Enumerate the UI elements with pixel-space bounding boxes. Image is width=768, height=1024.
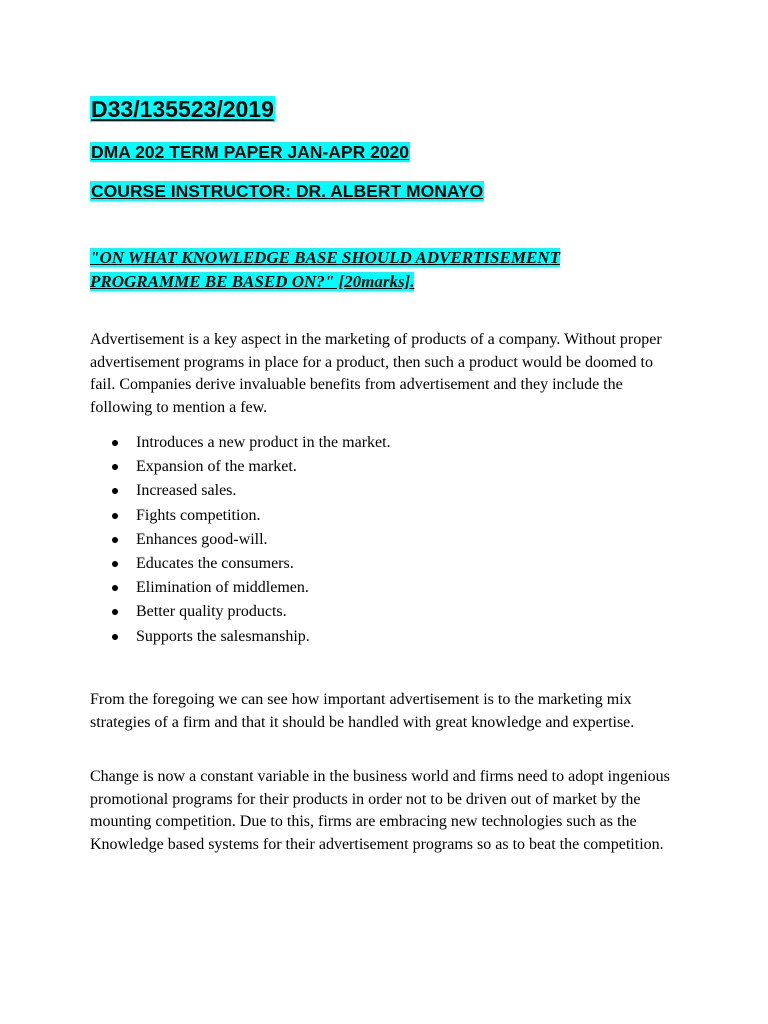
list-item-text: Enhances good-will. [136, 530, 268, 548]
bullet-icon [112, 488, 118, 494]
list-item-text: Increased sales. [136, 482, 237, 500]
list-item-text: Supports the salesmanship. [136, 627, 310, 645]
instructor-heading: COURSE INSTRUCTOR: DR. ALBERT MONAYO [91, 181, 484, 201]
bullet-icon [112, 440, 118, 446]
benefits-list [90, 431, 391, 649]
bullet-icon [112, 609, 118, 615]
list-item-text: Introduces a new product in the market. [136, 434, 391, 451]
list-item-text: Better quality products. [136, 603, 287, 621]
bullet-icon [112, 561, 118, 567]
instructor-underline-tail [453, 181, 463, 201]
list-item [90, 504, 391, 528]
list-item-text: Expansion of the market. [136, 458, 297, 476]
bullet-icon [112, 537, 118, 543]
bullet-icon [112, 513, 118, 519]
list-item [90, 479, 391, 503]
intro-paragraph: Advertisement is a key aspect in the marketing of products of a company. Without proper advertisement programs in place for a product, then such a product would be doomed to fail. Companies derive invaluable benefits from advertisement and they include the following to mention a few. [90, 331, 662, 416]
list-item [90, 431, 391, 455]
bullet-icon [112, 634, 118, 640]
term-paper-heading: DMA 202 TERM PAPER JAN-APR 2020 [91, 142, 409, 162]
student-id-heading: D33/135523/2019 [91, 96, 274, 122]
list-item [90, 455, 391, 479]
list-item-text: Fights competition. [136, 506, 261, 524]
question-heading [90, 246, 610, 294]
change-paragraph: Change is now a constant variable in the business world and firms need to adopt ingenious promotional programs for their products in order not to be driven out of market by the mounting competition. Due to this, firms are embracing new technologies such as the Knowledge based systems for their advertisement programs so as to beat the competition. [90, 768, 670, 853]
bullet-icon [112, 464, 118, 470]
list-item [90, 576, 391, 600]
foregoing-paragraph: From the foregoing we can see how important advertisement is to the marketing mix strategies of a firm and that it should be handled with great knowledge and expertise. [90, 691, 635, 731]
list-item-text: Educates the consumers. [136, 554, 294, 572]
question-line-2: PROGRAMME BE BASED ON?" [20marks]. [90, 272, 415, 291]
list-item [90, 552, 391, 576]
question-line-1: "ON WHAT KNOWLEDGE BASE SHOULD ADVERTISEMENT [90, 248, 560, 267]
list-item [90, 600, 391, 624]
list-item-text: Elimination of middlemen. [136, 579, 309, 597]
list-item [90, 528, 391, 552]
list-item [90, 625, 391, 649]
bullet-icon [112, 585, 118, 591]
